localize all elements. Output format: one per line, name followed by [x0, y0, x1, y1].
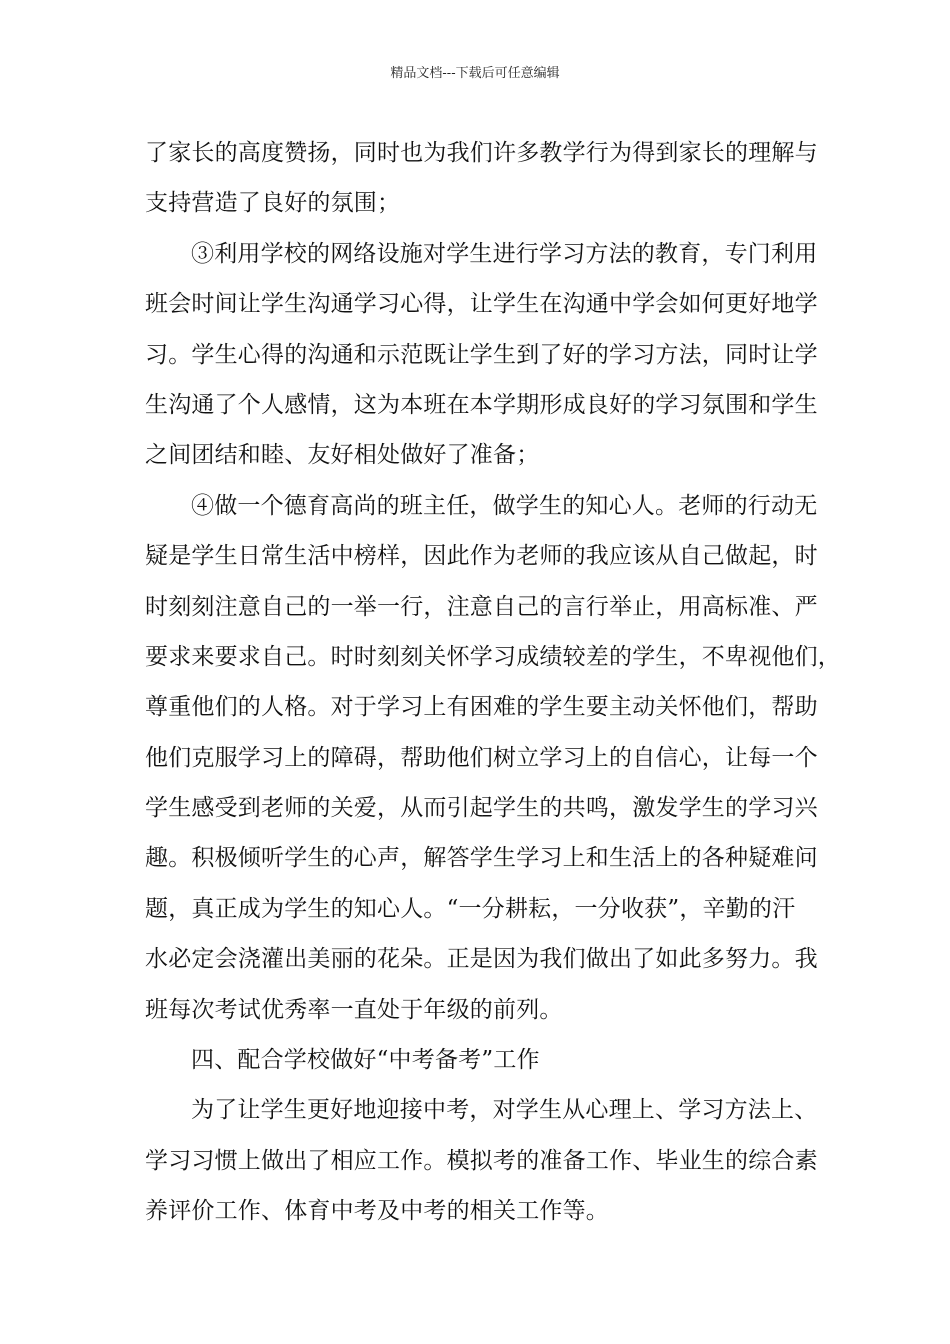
text-line: 要求来要求自己。时时刻刻关怀学习成绩较差的学生，不卑视他们， — [145, 643, 841, 670]
text-line: 支持营造了良好的氛围； — [145, 190, 401, 217]
text-line: 之间团结和睦、友好相处做好了准备； — [145, 442, 540, 469]
text-line: 学习习惯上做出了相应工作。模拟考的准备工作、毕业生的综合素 — [145, 1147, 818, 1174]
text-line: 学生感受到老师的关爱，从而引起学生的共鸣，激发学生的学习兴 — [145, 795, 818, 822]
text-line: 疑是学生日常生活中榜样，因此作为老师的我应该从自己做起，时 — [145, 543, 818, 570]
text-line: 班每次考试优秀率一直处于年级的前列。 — [145, 996, 563, 1023]
text-line: 时刻刻注意自己的一举一行，注意自己的言行举止，用高标准、严 — [145, 593, 818, 620]
text-line: 了家长的高度赞扬，同时也为我们许多教学行为得到家长的理解与 — [145, 140, 818, 166]
text-line: 班会时间让学生沟通学习心得，让学生在沟通中学会如何更好地学 — [145, 291, 818, 318]
text-line: ③利用学校的网络设施对学生进行学习方法的教育，专门利用 — [191, 240, 818, 267]
document-body — [145, 128, 841, 1237]
text-line: 习。学生心得的沟通和示范既让学生到了好的学习方法，同时让学 — [145, 341, 818, 368]
section-heading: 四、配合学校做好“中考备考”工作 — [191, 1047, 540, 1074]
text-line: 为了让学生更好地迎接中考，对学生从心理上、学习方法上、 — [191, 1097, 818, 1124]
text-line: 尊重他们的人格。对于学习上有困难的学生要主动关怀他们，帮助 — [145, 694, 818, 721]
text-line: 生沟通了个人感情，这为本班在本学期形成良好的学习氛围和学生 — [145, 391, 818, 418]
text-line: ④做一个德育高尚的班主任，做学生的知心人。老师的行动无 — [191, 492, 818, 519]
page-header: 精品文档---下载后可任意编辑 — [390, 66, 560, 81]
text-line: 趣。积极倾听学生的心声，解答学生学习上和生活上的各种疑难问 — [145, 845, 818, 872]
text-line: 水必定会浇灌出美丽的花朵。正是因为我们做出了如此多努力。我 — [145, 946, 818, 973]
text-line: 题，真正成为学生的知心人。“一分耕耘，一分收获”，辛勤的汗 — [145, 895, 796, 922]
text-line: 他们克服学习上的障碍，帮助他们树立学习上的自信心，让每一个 — [145, 744, 818, 771]
text-line: 养评价工作、体育中考及中考的相关工作等。 — [145, 1198, 609, 1225]
